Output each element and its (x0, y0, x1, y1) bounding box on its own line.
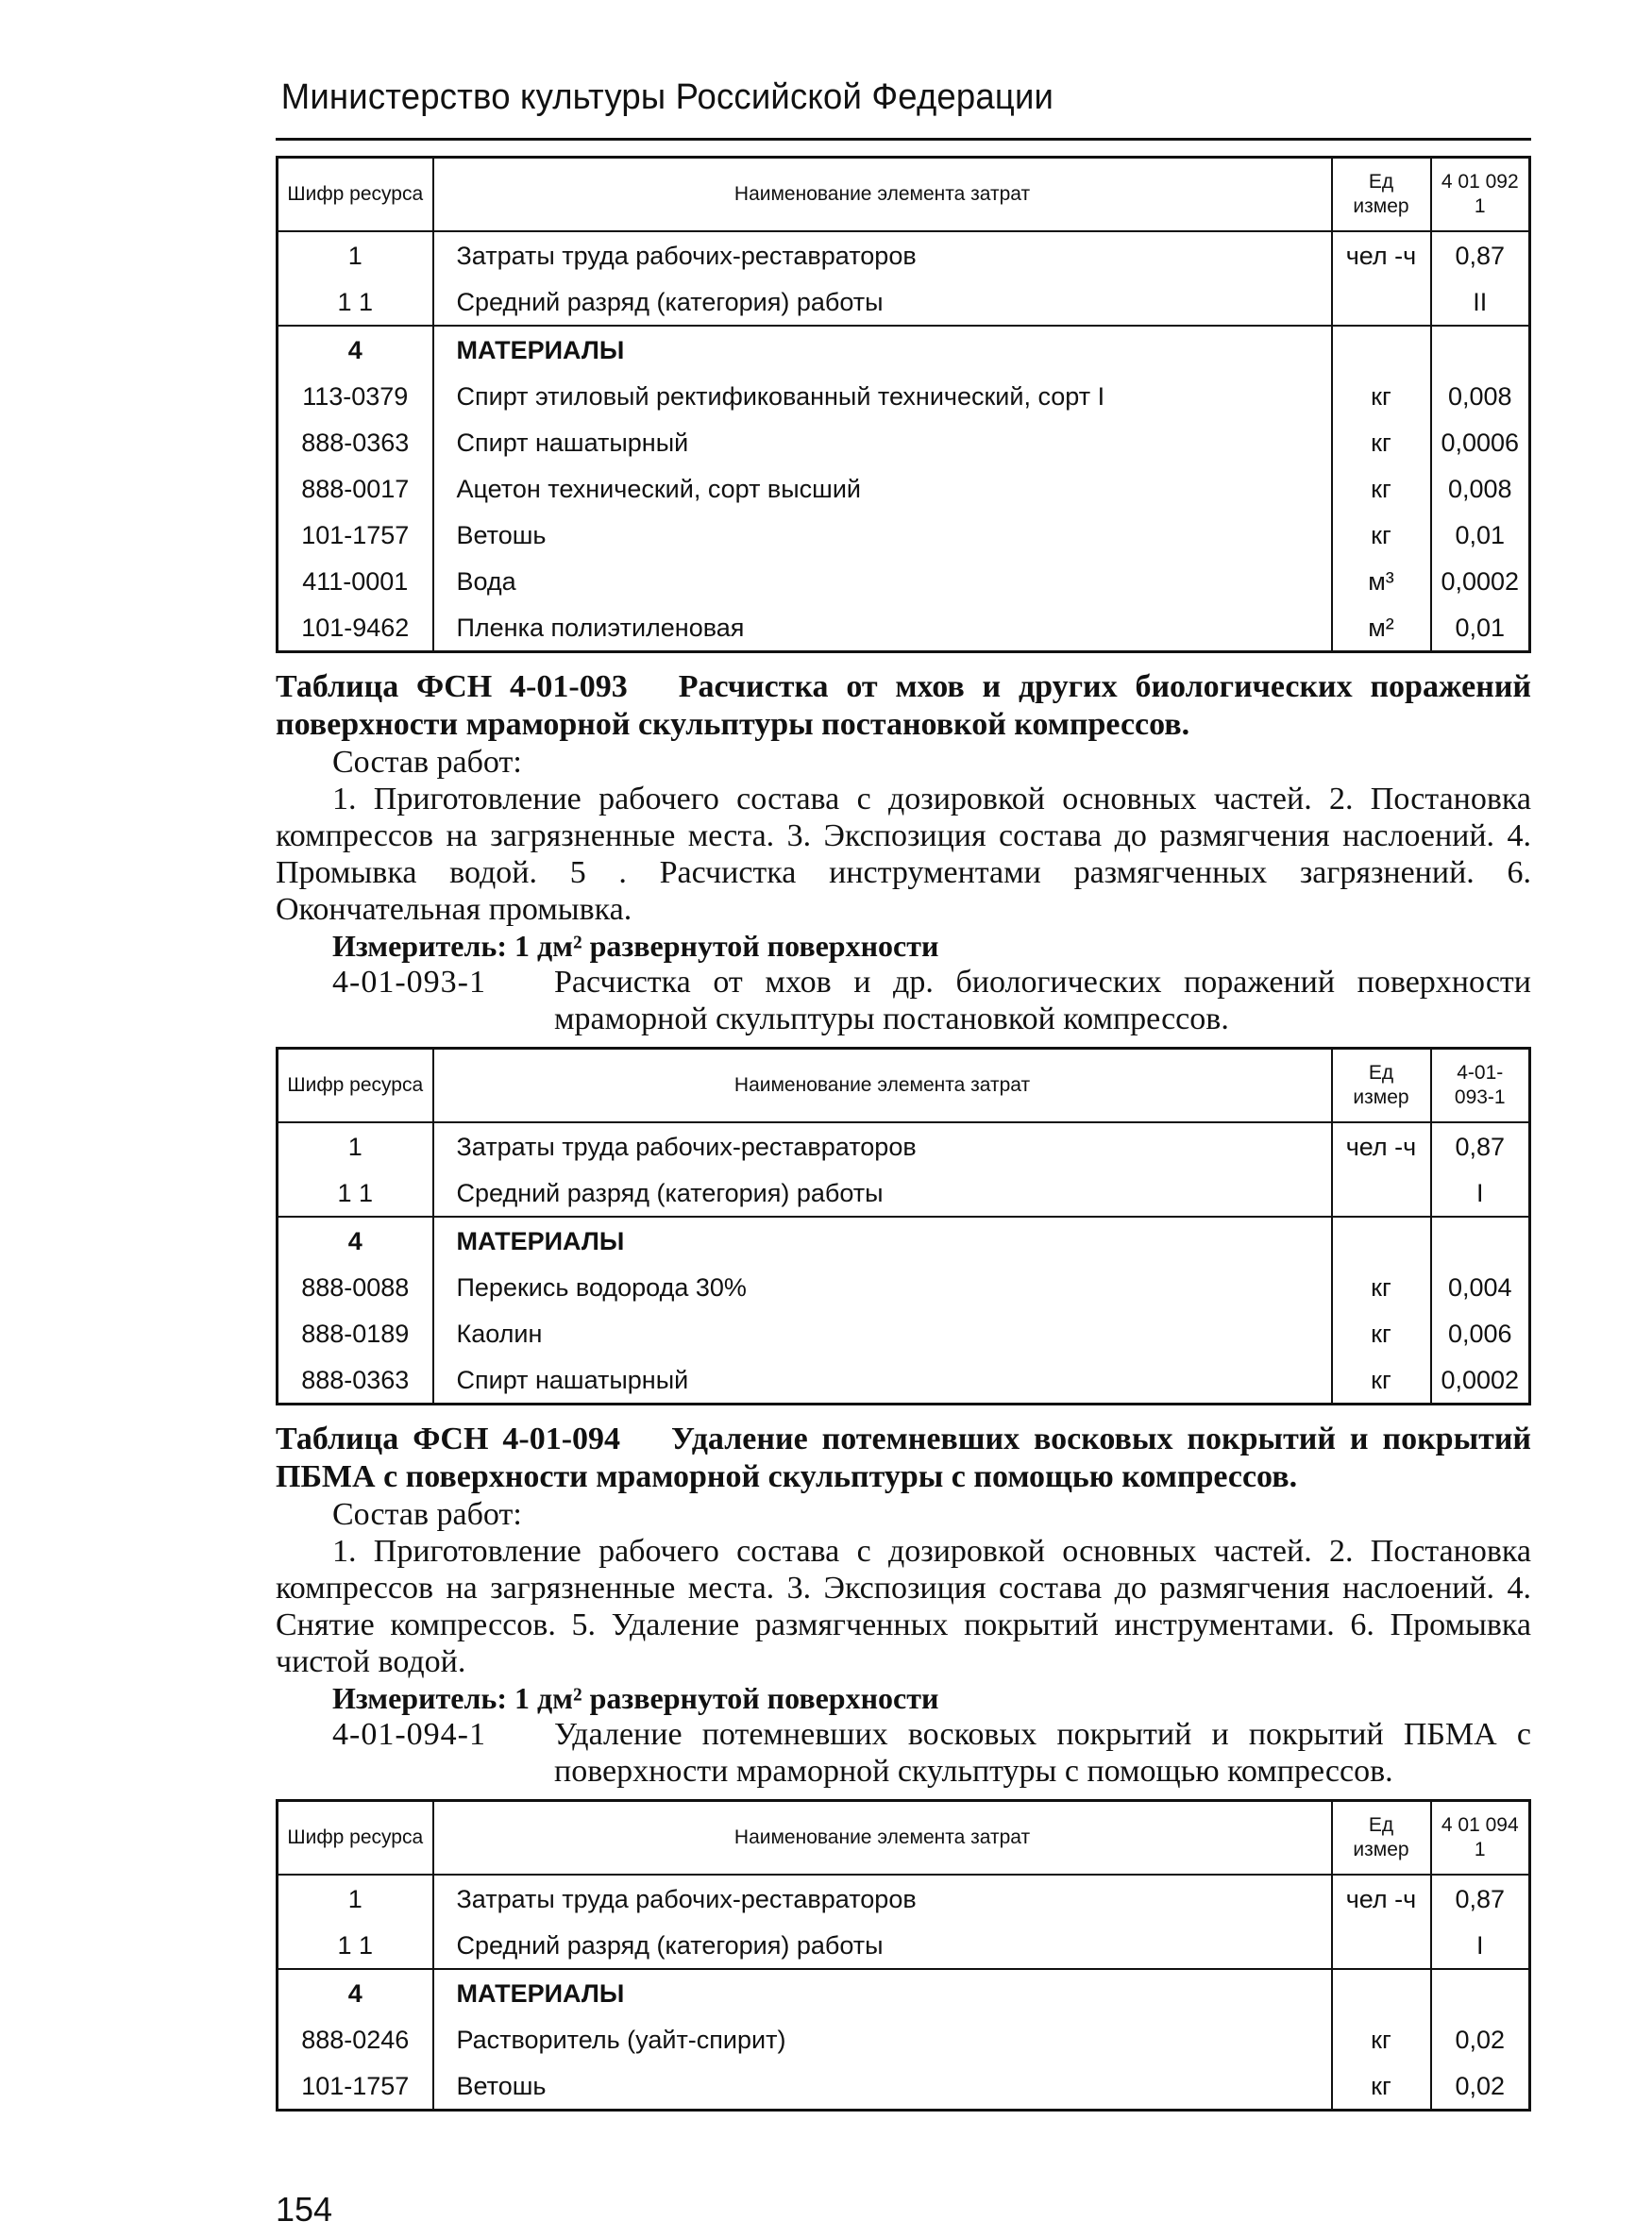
resource-table-092 (276, 156, 1531, 653)
col-header-norm-id: 4-01- 093-1 (1431, 1049, 1530, 1123)
cell-code: 411-0001 (278, 558, 433, 604)
col-header-unit: Ед измер (1332, 1049, 1431, 1123)
col-header-name: Наименование элемента затрат (433, 158, 1332, 232)
document-page (276, 76, 1531, 2112)
table-row (278, 558, 1530, 604)
cell-unit (1332, 1922, 1431, 1969)
col-header-code: Шифр ресурса (278, 1049, 433, 1123)
header-rule (276, 138, 1531, 141)
cell-value: 0,004 (1447, 1272, 1512, 1302)
cell-unit: кг (1332, 1356, 1431, 1405)
table-row (278, 1922, 1530, 1969)
cell-code: 1 1 (278, 278, 433, 326)
cell-code: 888-0363 (278, 1356, 433, 1405)
resource-table-093 (276, 1047, 1531, 1405)
table-row (278, 1875, 1530, 1922)
cell-code: 1 (278, 1875, 433, 1922)
cell-value: 0,008 (1447, 474, 1512, 503)
cell-code: 101-1757 (278, 2062, 433, 2111)
cell-name: МАТЕРИАЛЫ (433, 326, 1332, 373)
cell-value: I (1475, 1178, 1484, 1207)
cell-name: Пленка полиэтиленовая (433, 604, 1332, 652)
cell-name: Вода (433, 558, 1332, 604)
cell-code: 1 (278, 231, 433, 278)
cell-unit (1332, 1169, 1431, 1217)
cell-unit: кг (1332, 1310, 1431, 1356)
measure-unit: Измеритель: 1 дм² развернутой поверхности (332, 929, 939, 963)
measure-unit: Измеритель: 1 дм² развернутой поверхности (332, 1681, 939, 1715)
cell-name: Ацетон технический, сорт высший (433, 465, 1332, 512)
cell-code: 101-1757 (278, 512, 433, 558)
cell-name: Средний разряд (категория) работы (433, 1169, 1332, 1217)
cell-name: Перекись водорода 30% (433, 1264, 1332, 1310)
cell-code: 113-0379 (278, 373, 433, 419)
table-row (278, 1969, 1530, 2016)
norm-item-code: 4-01-094-1 (332, 1717, 486, 1752)
cell-code: 1 1 (278, 1169, 433, 1217)
table-row (278, 604, 1530, 652)
col-header-name: Наименование элемента затрат (433, 1801, 1332, 1876)
cell-name: Каолин (433, 1310, 1332, 1356)
cell-value: II (1473, 287, 1488, 316)
cell-unit (1332, 326, 1431, 373)
cell-unit: кг (1332, 2016, 1431, 2062)
cell-name: Ветошь (433, 512, 1332, 558)
col-header-unit: Ед измер (1332, 158, 1431, 232)
table-row (278, 278, 1530, 326)
cell-name: МАТЕРИАЛЫ (433, 1217, 1332, 1264)
resource-table-094 (276, 1799, 1531, 2112)
cell-value (1431, 326, 1530, 373)
running-header: Министерство культуры Российской Федерации (280, 77, 1054, 117)
table-row (278, 1217, 1530, 1264)
cell-code: 101-9462 (278, 604, 433, 652)
cell-value: 0,87 (1455, 1132, 1506, 1161)
cell-name: Затраты труда рабочих-реставраторов (433, 231, 1332, 278)
cell-code: 888-0246 (278, 2016, 433, 2062)
cell-name: Растворитель (уайт-спирит) (433, 2016, 1332, 2062)
col-header-code: Шифр ресурса (278, 158, 433, 232)
cell-code: 888-0189 (278, 1310, 433, 1356)
col-header-code: Шифр ресурса (278, 1801, 433, 1876)
section-093 (276, 668, 1531, 1037)
cell-unit (1332, 1217, 1431, 1264)
table-title: Удаление потемневших восковых покрытий и покрытий ПБМА с поверхности мраморной скульптуры с помощью компрессов. (276, 1422, 1532, 1494)
cell-name: Затраты труда рабочих-реставраторов (433, 1875, 1332, 1922)
cell-code: 888-0088 (278, 1264, 433, 1310)
cell-code: 888-0017 (278, 465, 433, 512)
section-094 (276, 1421, 1531, 1790)
cell-unit: кг (1332, 2062, 1431, 2111)
cell-code: 888-0363 (278, 419, 433, 465)
cell-value: 0,02 (1455, 2025, 1506, 2054)
cell-unit: чел -ч (1332, 231, 1431, 278)
col-header-norm-id: 4 01 092 1 (1431, 158, 1530, 232)
cell-value: 0,0006 (1441, 428, 1520, 457)
table-row (278, 1122, 1530, 1169)
cell-value: I (1475, 1930, 1484, 1960)
norm-item-text: Удаление потемневших восковых покрытий и покрытий ПБМА с поверхности мраморной скульптуры с помощью компрессов. (554, 1717, 1531, 1789)
cell-unit: м³ (1332, 558, 1431, 604)
table-label: Таблица ФСН 4-01-093 (276, 669, 628, 704)
table-row (278, 373, 1530, 419)
section-title (276, 668, 1531, 744)
cell-value: 0,008 (1447, 381, 1512, 411)
composition-label: Состав работ: (332, 1497, 522, 1532)
cell-code: 4 (278, 326, 433, 373)
cell-value: 0,87 (1455, 241, 1506, 270)
col-header-norm-id: 4 01 094 1 (1431, 1801, 1530, 1876)
cell-unit (1332, 1969, 1431, 2016)
cell-unit: кг (1332, 419, 1431, 465)
norm-item-code: 4-01-093-1 (332, 965, 486, 1000)
table-header-row (278, 1801, 1530, 1876)
cell-value: 0,0002 (1441, 566, 1520, 596)
table-header-row (278, 1049, 1530, 1123)
cell-name: Спирт этиловый ректификованный технический, сорт I (433, 373, 1332, 419)
cell-unit: чел -ч (1332, 1875, 1431, 1922)
cell-unit: кг (1332, 512, 1431, 558)
cell-value: 0,87 (1455, 1884, 1506, 1913)
cell-unit: кг (1332, 1264, 1431, 1310)
col-header-unit: Ед измер (1332, 1801, 1431, 1876)
norm-item (276, 964, 1531, 1037)
table-row (278, 1310, 1530, 1356)
cell-code: 4 (278, 1969, 433, 2016)
composition-text: 1. Приготовление рабочего состава с дозировкой основных частей. 2. Постановка компрессов на загрязненные места. 3. Экспозиция состава до размягчения наслоений. 4. Снятие компрессов. 5. Удаление размягченных покрытий инструментами. 6. Промывка чистой водой. (276, 1534, 1531, 1679)
cell-name: Средний разряд (категория) работы (433, 278, 1332, 326)
cell-value (1431, 1217, 1530, 1264)
composition-text: 1. Приготовление рабочего состава с дозировкой основных частей. 2. Постановка компрессов на загрязненные места. 3. Экспозиция состава до размягчения наслоений. 4. Промывка водой. 5 . Расчистка инструментами размягченных загрязнений. 6. Окончательная промывка. (276, 782, 1531, 927)
cell-name: Спирт нашатырный (433, 419, 1332, 465)
cell-name: Средний разряд (категория) работы (433, 1922, 1332, 1969)
composition-label: Состав работ: (332, 745, 522, 780)
table-row (278, 326, 1530, 373)
cell-unit: кг (1332, 373, 1431, 419)
cell-code: 4 (278, 1217, 433, 1264)
cell-value: 0,02 (1455, 2071, 1506, 2100)
norm-item (276, 1716, 1531, 1790)
section-title (276, 1421, 1531, 1496)
table-row (278, 1356, 1530, 1405)
cell-unit: м² (1332, 604, 1431, 652)
table-row (278, 419, 1530, 465)
cell-name: Спирт нашатырный (433, 1356, 1332, 1405)
table-row (278, 512, 1530, 558)
table-row (278, 2062, 1530, 2111)
cell-code: 1 (278, 1122, 433, 1169)
table-row (278, 1169, 1530, 1217)
table-row (278, 231, 1530, 278)
cell-value: 0,01 (1455, 520, 1506, 549)
table-row (278, 465, 1530, 512)
table-label: Таблица ФСН 4-01-094 (276, 1422, 621, 1456)
cell-unit: чел -ч (1332, 1122, 1431, 1169)
table-title: Расчистка от мхов и других биологических поражений поверхности мраморной скульптуры постановкой компрессов. (276, 669, 1532, 742)
cell-name: Ветошь (433, 2062, 1332, 2111)
table-row (278, 1264, 1530, 1310)
cell-unit (1332, 278, 1431, 326)
table-row (278, 2016, 1530, 2062)
page-number: 154 (276, 2190, 333, 2229)
cell-value: 0,006 (1447, 1319, 1512, 1348)
table-header-row (278, 158, 1530, 232)
cell-value: 0,0002 (1441, 1365, 1520, 1394)
cell-unit: кг (1332, 465, 1431, 512)
cell-code: 1 1 (278, 1922, 433, 1969)
cell-name: МАТЕРИАЛЫ (433, 1969, 1332, 2016)
col-header-name: Наименование элемента затрат (433, 1049, 1332, 1123)
cell-value: 0,01 (1455, 613, 1506, 642)
norm-item-text: Расчистка от мхов и др. биологических поражений поверхности мраморной скульптуры постановкой компрессов. (554, 965, 1531, 1036)
cell-value (1431, 1969, 1530, 2016)
cell-name: Затраты труда рабочих-реставраторов (433, 1122, 1332, 1169)
